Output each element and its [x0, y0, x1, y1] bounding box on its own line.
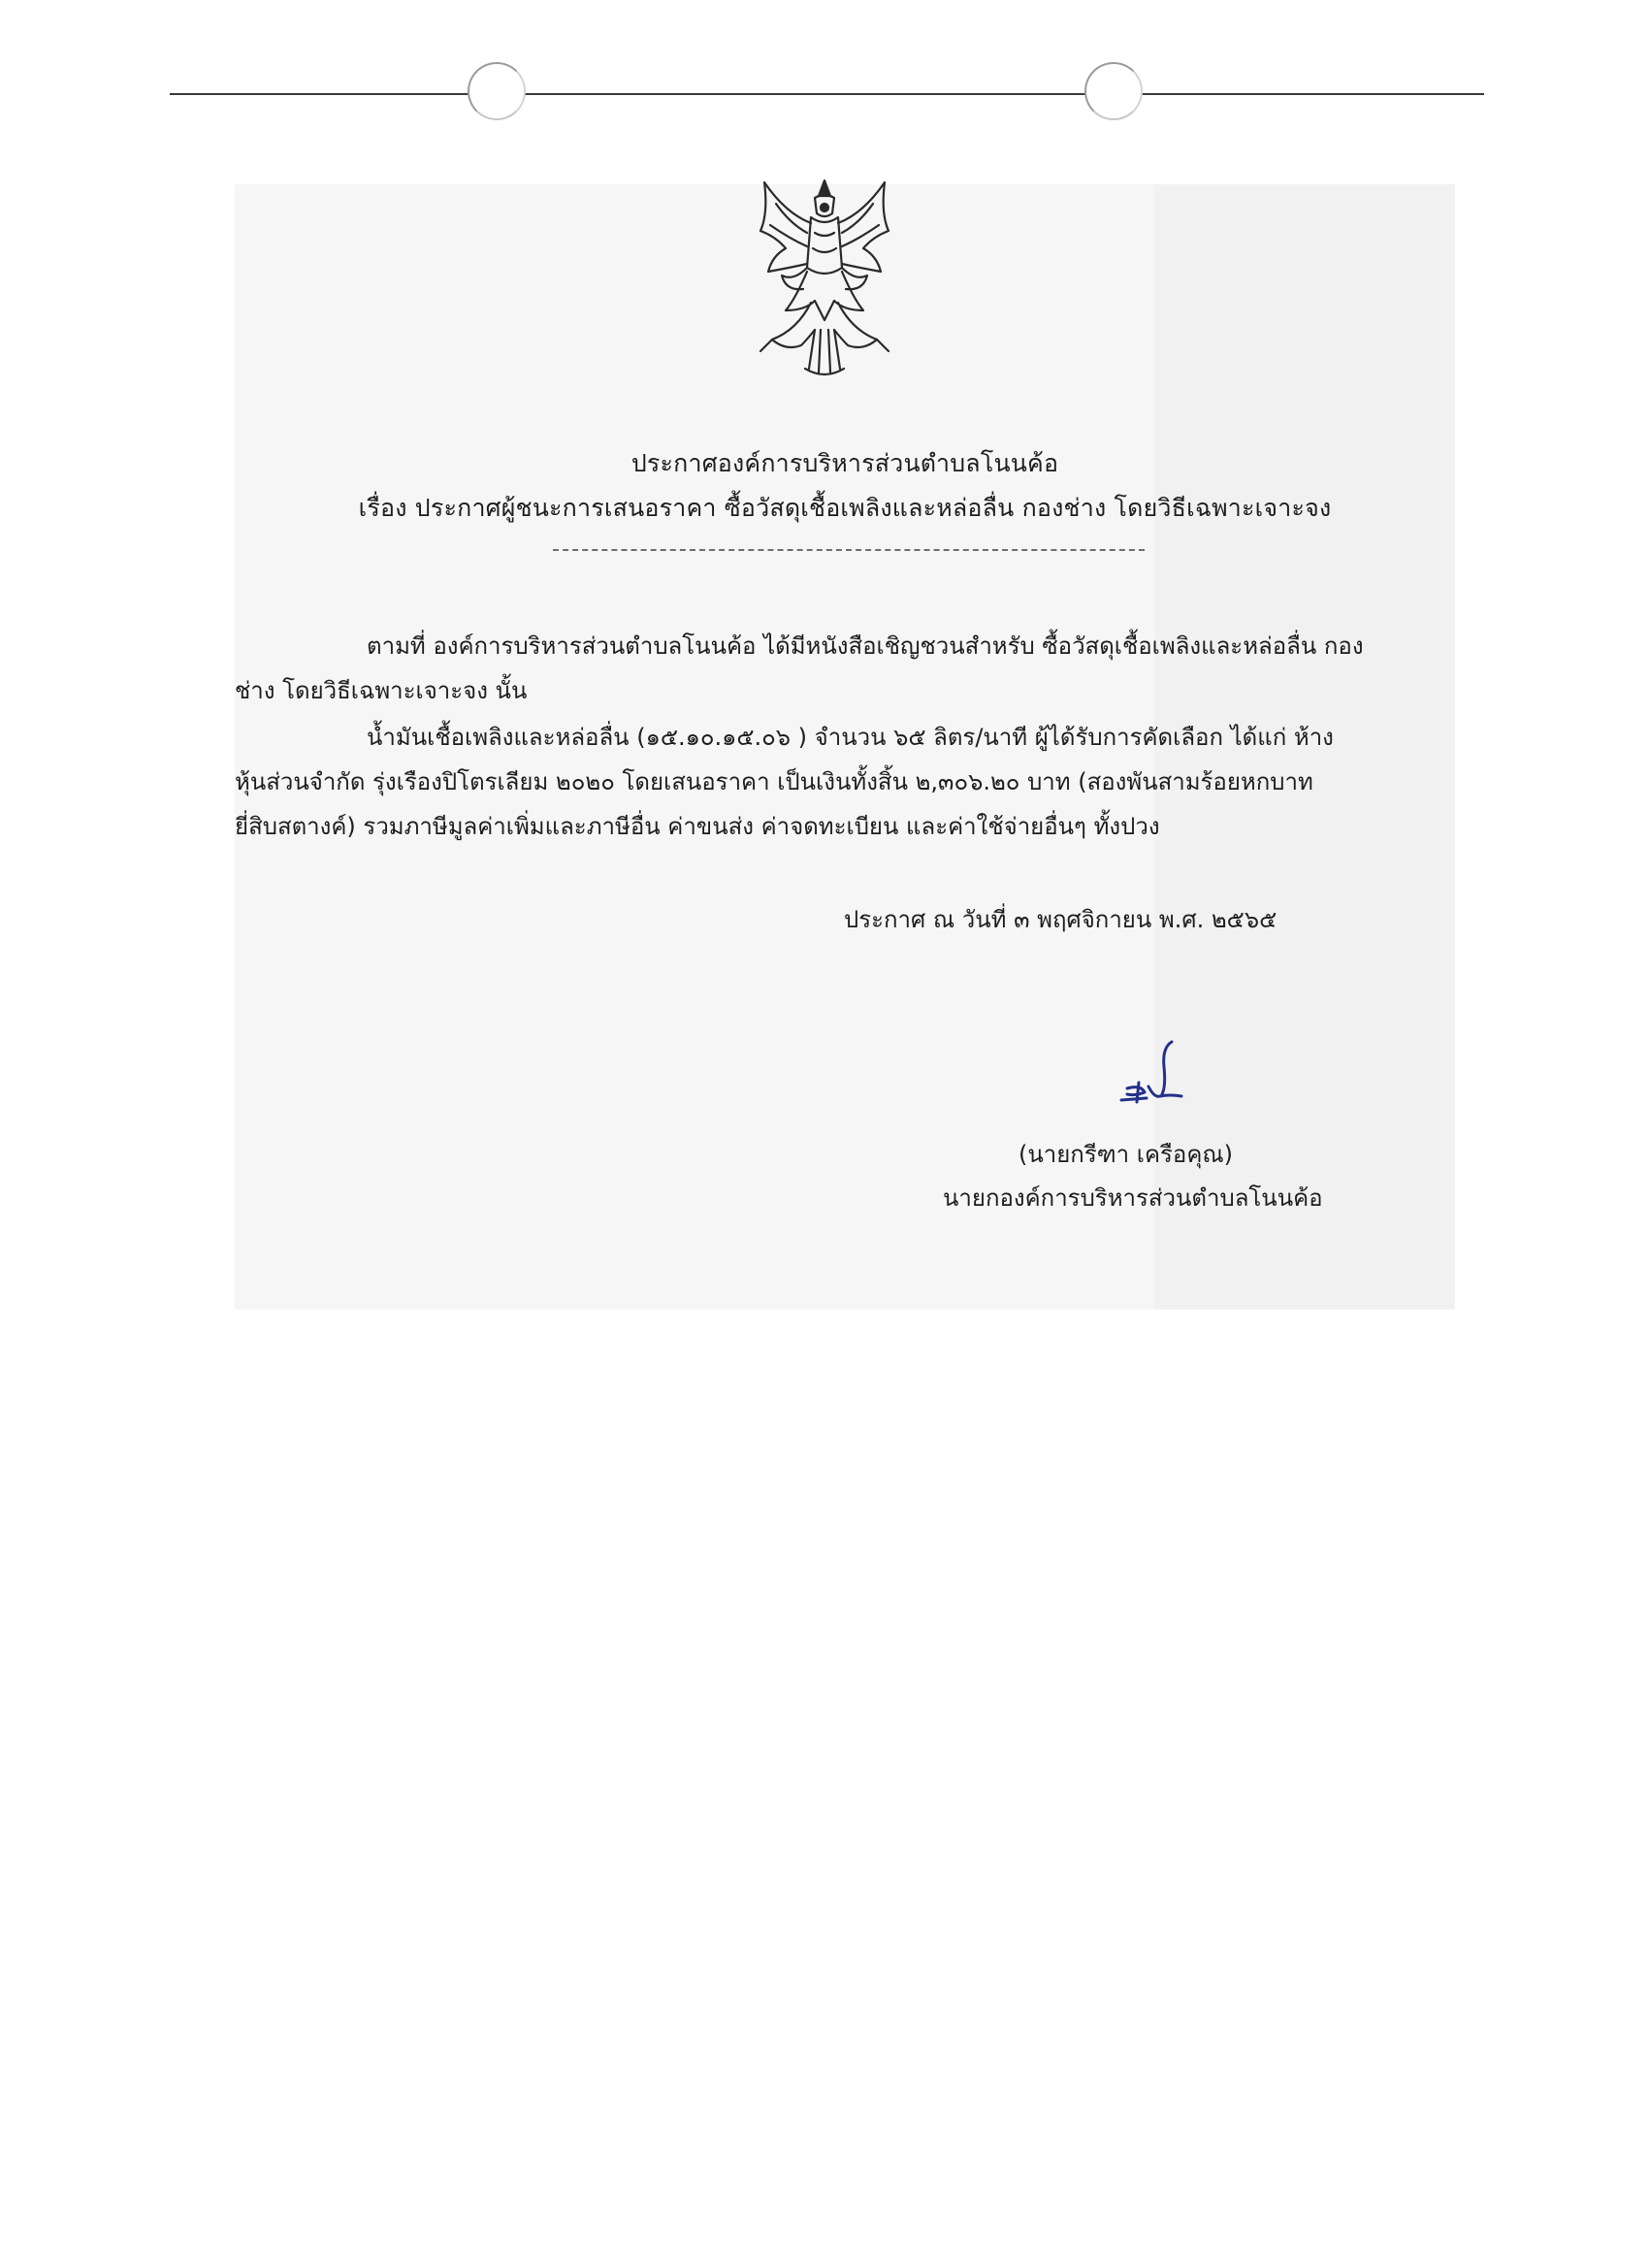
announcement-subject: เรื่อง ประกาศผู้ชนะการเสนอราคา ซื้อวัสดุเชื้อเพลิงและหล่อลื่น กองช่าง โดยวิธีเฉพาะเจาะจง	[358, 494, 1332, 522]
paragraph2-line3: ยี่สิบสตางค์) รวมภาษีมูลค่าเพิ่มและภาษีอื่น ค่าขนส่ง ค่าจดทะเบียน และค่าใช้จ่ายอื่นๆ ทั้งปวง	[235, 813, 1160, 840]
handwritten-signature	[1106, 1038, 1212, 1116]
paragraph2-line1: น้ำมันเชื้อเพลิงและหล่อลื่น (๑๕.๑๐.๑๕.๐๖ ) จำนวน ๖๕ ลิตร/นาที ผู้ได้รับการคัดเลือก ได้แก่ ห้าง	[367, 724, 1334, 751]
paragraph1-line1: ตามที่ องค์การบริหารส่วนตำบลโนนค้อ ได้มีหนังสือเชิญชวนสำหรับ ซื้อวัสดุเชื้อเพลิงและหล่อลื่น กอง	[367, 632, 1364, 660]
binder-hole	[468, 62, 526, 120]
announcement-title: ประกาศองค์การบริหารส่วนตำบลโนนค้อ	[630, 449, 1059, 477]
top-rule	[170, 93, 1484, 95]
announcement-date: ประกาศ ณ วันที่ ๓ พฤศจิกายน พ.ศ. ๒๕๖๕	[844, 906, 1277, 933]
binder-hole	[1084, 62, 1143, 120]
paragraph2-line2: หุ้นส่วนจำกัด รุ่งเรืองปิโตรเลียม ๒๐๒๐ โดยเสนอราคา เป็นเงินทั้งสิ้น ๒,๓๐๖.๒๐ บาท (สองพันสามร้อยหกบาท	[235, 768, 1313, 795]
dashed-separator	[553, 549, 1145, 551]
signer-title: นายกองค์การบริหารส่วนตำบลโนนค้อ	[943, 1184, 1323, 1212]
garuda-emblem-icon	[747, 175, 902, 383]
signer-name: (นายกรีฑา เครือคุณ)	[1018, 1141, 1234, 1168]
paragraph1-line2: ช่าง โดยวิธีเฉพาะเจาะจง นั้น	[235, 677, 528, 704]
